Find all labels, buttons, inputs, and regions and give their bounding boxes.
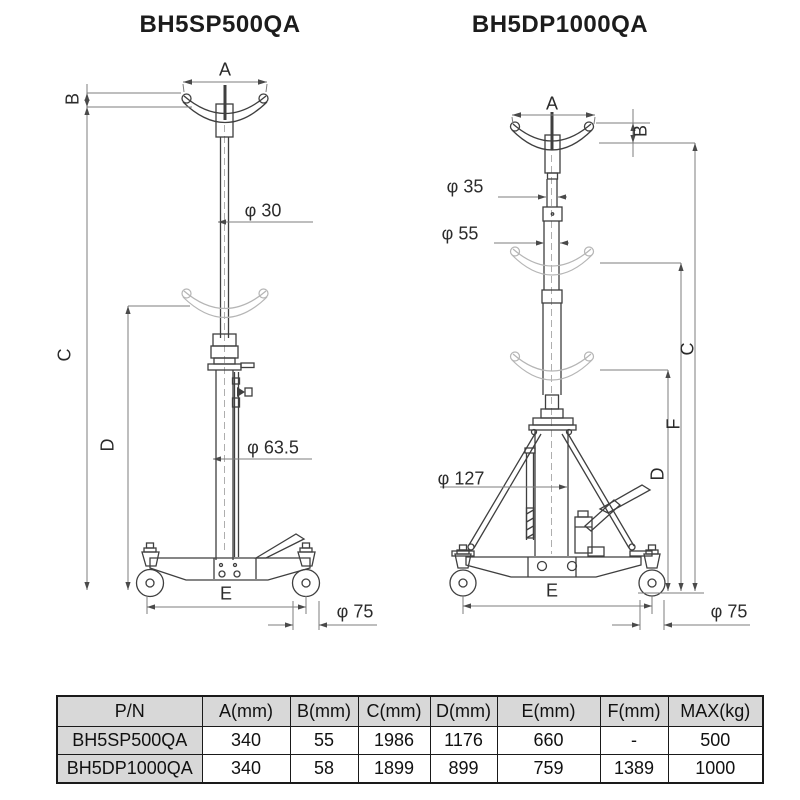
row1-max: 500: [668, 727, 763, 755]
jack1-phi-cylinder-label: φ 63.5: [247, 437, 299, 458]
jack2-dim-c-label: C: [677, 342, 698, 356]
jack2-dim-d-label: D: [647, 467, 668, 481]
row1-pn: BH5SP500QA: [57, 727, 202, 755]
header-pn: P/N: [57, 696, 202, 727]
jack2-dim-b-label: B: [630, 124, 651, 138]
jack2-ghost-saddles: [511, 247, 594, 380]
row2-a: 340: [202, 755, 290, 784]
jack1-dim-c-label: C: [54, 348, 75, 362]
jack2-dim-a-label: A: [545, 93, 559, 114]
row1-f: -: [600, 727, 668, 755]
jack1-dim-e-label: E: [219, 583, 233, 604]
row2-e: 759: [497, 755, 600, 784]
row1-c: 1986: [358, 727, 430, 755]
row2-pn: BH5DP1000QA: [57, 755, 202, 784]
jack2-phi-rod-label: φ 35: [446, 176, 484, 197]
row1-d: 1176: [430, 727, 497, 755]
jack1-dimension-lines: [87, 82, 377, 630]
row2-b: 58: [290, 755, 358, 784]
jack2-dim-f-label: F: [663, 418, 684, 430]
jack2-phi-tube-label: φ 55: [441, 223, 479, 244]
jack1-phi-caster-label: φ 75: [336, 601, 374, 622]
header-e: E(mm): [497, 696, 600, 727]
jack2-dim-e-label: E: [545, 580, 559, 601]
row2-max: 1000: [668, 755, 763, 784]
row1-e: 660: [497, 727, 600, 755]
jack2-dimension-lines: [437, 109, 750, 630]
jack2-phi-cylinder-label: φ 127: [437, 468, 485, 489]
table-row: [57, 755, 763, 784]
header-f: F(mm): [600, 696, 668, 727]
jack1-dim-d-label: D: [97, 438, 118, 452]
row2-c: 1899: [358, 755, 430, 784]
row2-d: 899: [430, 755, 497, 784]
jack1-title: BH5SP500QA: [139, 11, 301, 38]
jack1-dim-a-label: A: [218, 59, 232, 80]
row2-f: 1389: [600, 755, 668, 784]
spec-table: [56, 695, 764, 784]
row1-b: 55: [290, 727, 358, 755]
header-a: A(mm): [202, 696, 290, 727]
spec-table-header-row: [57, 696, 763, 727]
jack1-ghost-saddle: [182, 289, 268, 318]
table-row: [57, 727, 763, 755]
jack2-phi-caster-label: φ 75: [710, 601, 748, 622]
header-max: MAX(kg): [668, 696, 763, 727]
header-b: B(mm): [290, 696, 358, 727]
row1-a: 340: [202, 727, 290, 755]
jack1-dim-b-label: B: [62, 92, 83, 106]
jack2-title: BH5DP1000QA: [471, 11, 649, 38]
jack1-phi-rod-label: φ 30: [244, 200, 282, 221]
header-d: D(mm): [430, 696, 497, 727]
header-c: C(mm): [358, 696, 430, 727]
jack1-drawing: [137, 85, 320, 597]
